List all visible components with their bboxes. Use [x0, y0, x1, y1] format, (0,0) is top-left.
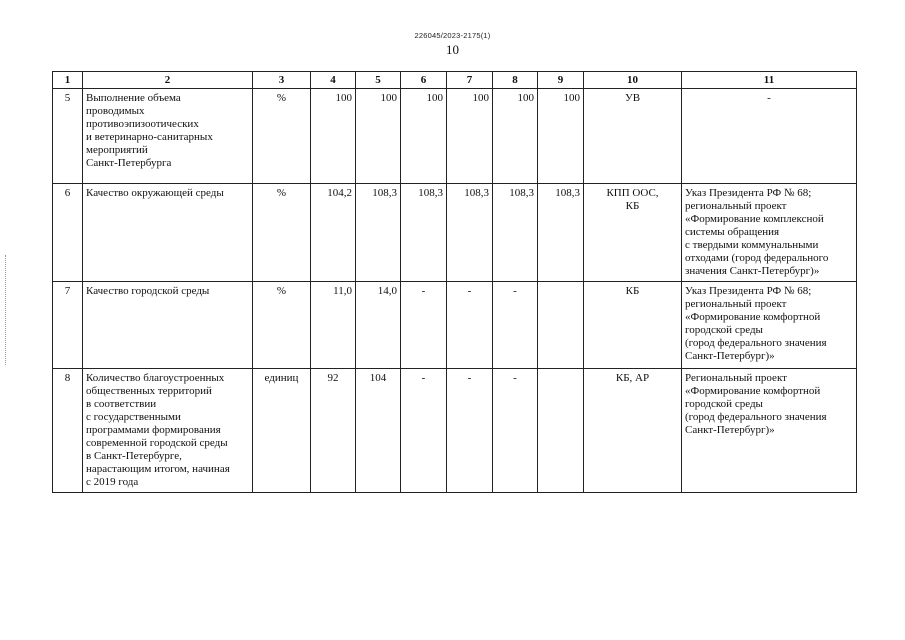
table-row [53, 282, 857, 369]
column-header: 5 [356, 72, 401, 89]
table-header-row [53, 72, 857, 89]
value-cell: - [401, 282, 447, 369]
value-cell: 108,3 [538, 184, 584, 282]
table-row [53, 89, 857, 184]
indicator-name: Качество городской среды [83, 282, 253, 369]
value-cell: - [401, 369, 447, 493]
value-cell: 92 [311, 369, 356, 493]
value-cell: 104,2 [311, 184, 356, 282]
column-header: 3 [253, 72, 311, 89]
basis-cell: Региональный проект «Формирование комфортной городской среды (город федерального значения Санкт-Петербург)» [682, 369, 857, 493]
value-cell: 100 [493, 89, 538, 184]
column-header: 6 [401, 72, 447, 89]
basis-cell: Указ Президента РФ № 68; региональный проект «Формирование комплексной системы обращения с твердыми коммунальными отходами (город федерального значения Санкт-Петербург)» [682, 184, 857, 282]
source-cell: КПП ООС, КБ [584, 184, 682, 282]
row-number: 8 [53, 369, 83, 493]
unit-cell: % [253, 184, 311, 282]
document-id: 226045/2023-2175(1) [414, 31, 491, 40]
value-cell: - [447, 369, 493, 493]
row-number: 5 [53, 89, 83, 184]
column-header: 4 [311, 72, 356, 89]
source-cell: КБ, АР [584, 369, 682, 493]
value-cell [538, 369, 584, 493]
value-cell: 104 [356, 369, 401, 493]
value-cell: 100 [538, 89, 584, 184]
basis-cell: - [682, 89, 857, 184]
source-cell: УВ [584, 89, 682, 184]
value-cell: 100 [311, 89, 356, 184]
indicators-table [52, 71, 857, 493]
unit-cell: % [253, 282, 311, 369]
value-cell: 108,3 [447, 184, 493, 282]
value-cell: 100 [447, 89, 493, 184]
column-header: 2 [83, 72, 253, 89]
indicator-name: Качество окружающей среды [83, 184, 253, 282]
row-number: 7 [53, 282, 83, 369]
column-header: 1 [53, 72, 83, 89]
column-header: 11 [682, 72, 857, 89]
source-cell: КБ [584, 282, 682, 369]
column-header: 10 [584, 72, 682, 89]
value-cell: 14,0 [356, 282, 401, 369]
indicator-name: Количество благоустроенных общественных территорий в соответствии с государственными программами формирования современной городской среды в Санкт-Петербурге, нарастающим итогом, начиная с 2019 года [83, 369, 253, 493]
value-cell [538, 282, 584, 369]
margin-dots [5, 255, 8, 365]
page-number: 10 [446, 42, 459, 57]
table-row [53, 369, 857, 493]
unit-cell: единиц [253, 369, 311, 493]
value-cell: 11,0 [311, 282, 356, 369]
column-header: 7 [447, 72, 493, 89]
unit-cell: % [253, 89, 311, 184]
basis-cell: Указ Президента РФ № 68; региональный проект «Формирование комфортной городской среды (город федерального значения Санкт-Петербург)» [682, 282, 857, 369]
value-cell: 108,3 [493, 184, 538, 282]
table-row [53, 184, 857, 282]
column-header: 8 [493, 72, 538, 89]
row-number: 6 [53, 184, 83, 282]
value-cell: 108,3 [356, 184, 401, 282]
value-cell: - [493, 282, 538, 369]
value-cell: - [447, 282, 493, 369]
indicator-name: Выполнение объема проводимых противоэпизоотических и ветеринарно-санитарных мероприятий Санкт-Петербурга [83, 89, 253, 184]
column-header: 9 [538, 72, 584, 89]
value-cell: 100 [356, 89, 401, 184]
value-cell: 108,3 [401, 184, 447, 282]
value-cell: 100 [401, 89, 447, 184]
value-cell: - [493, 369, 538, 493]
